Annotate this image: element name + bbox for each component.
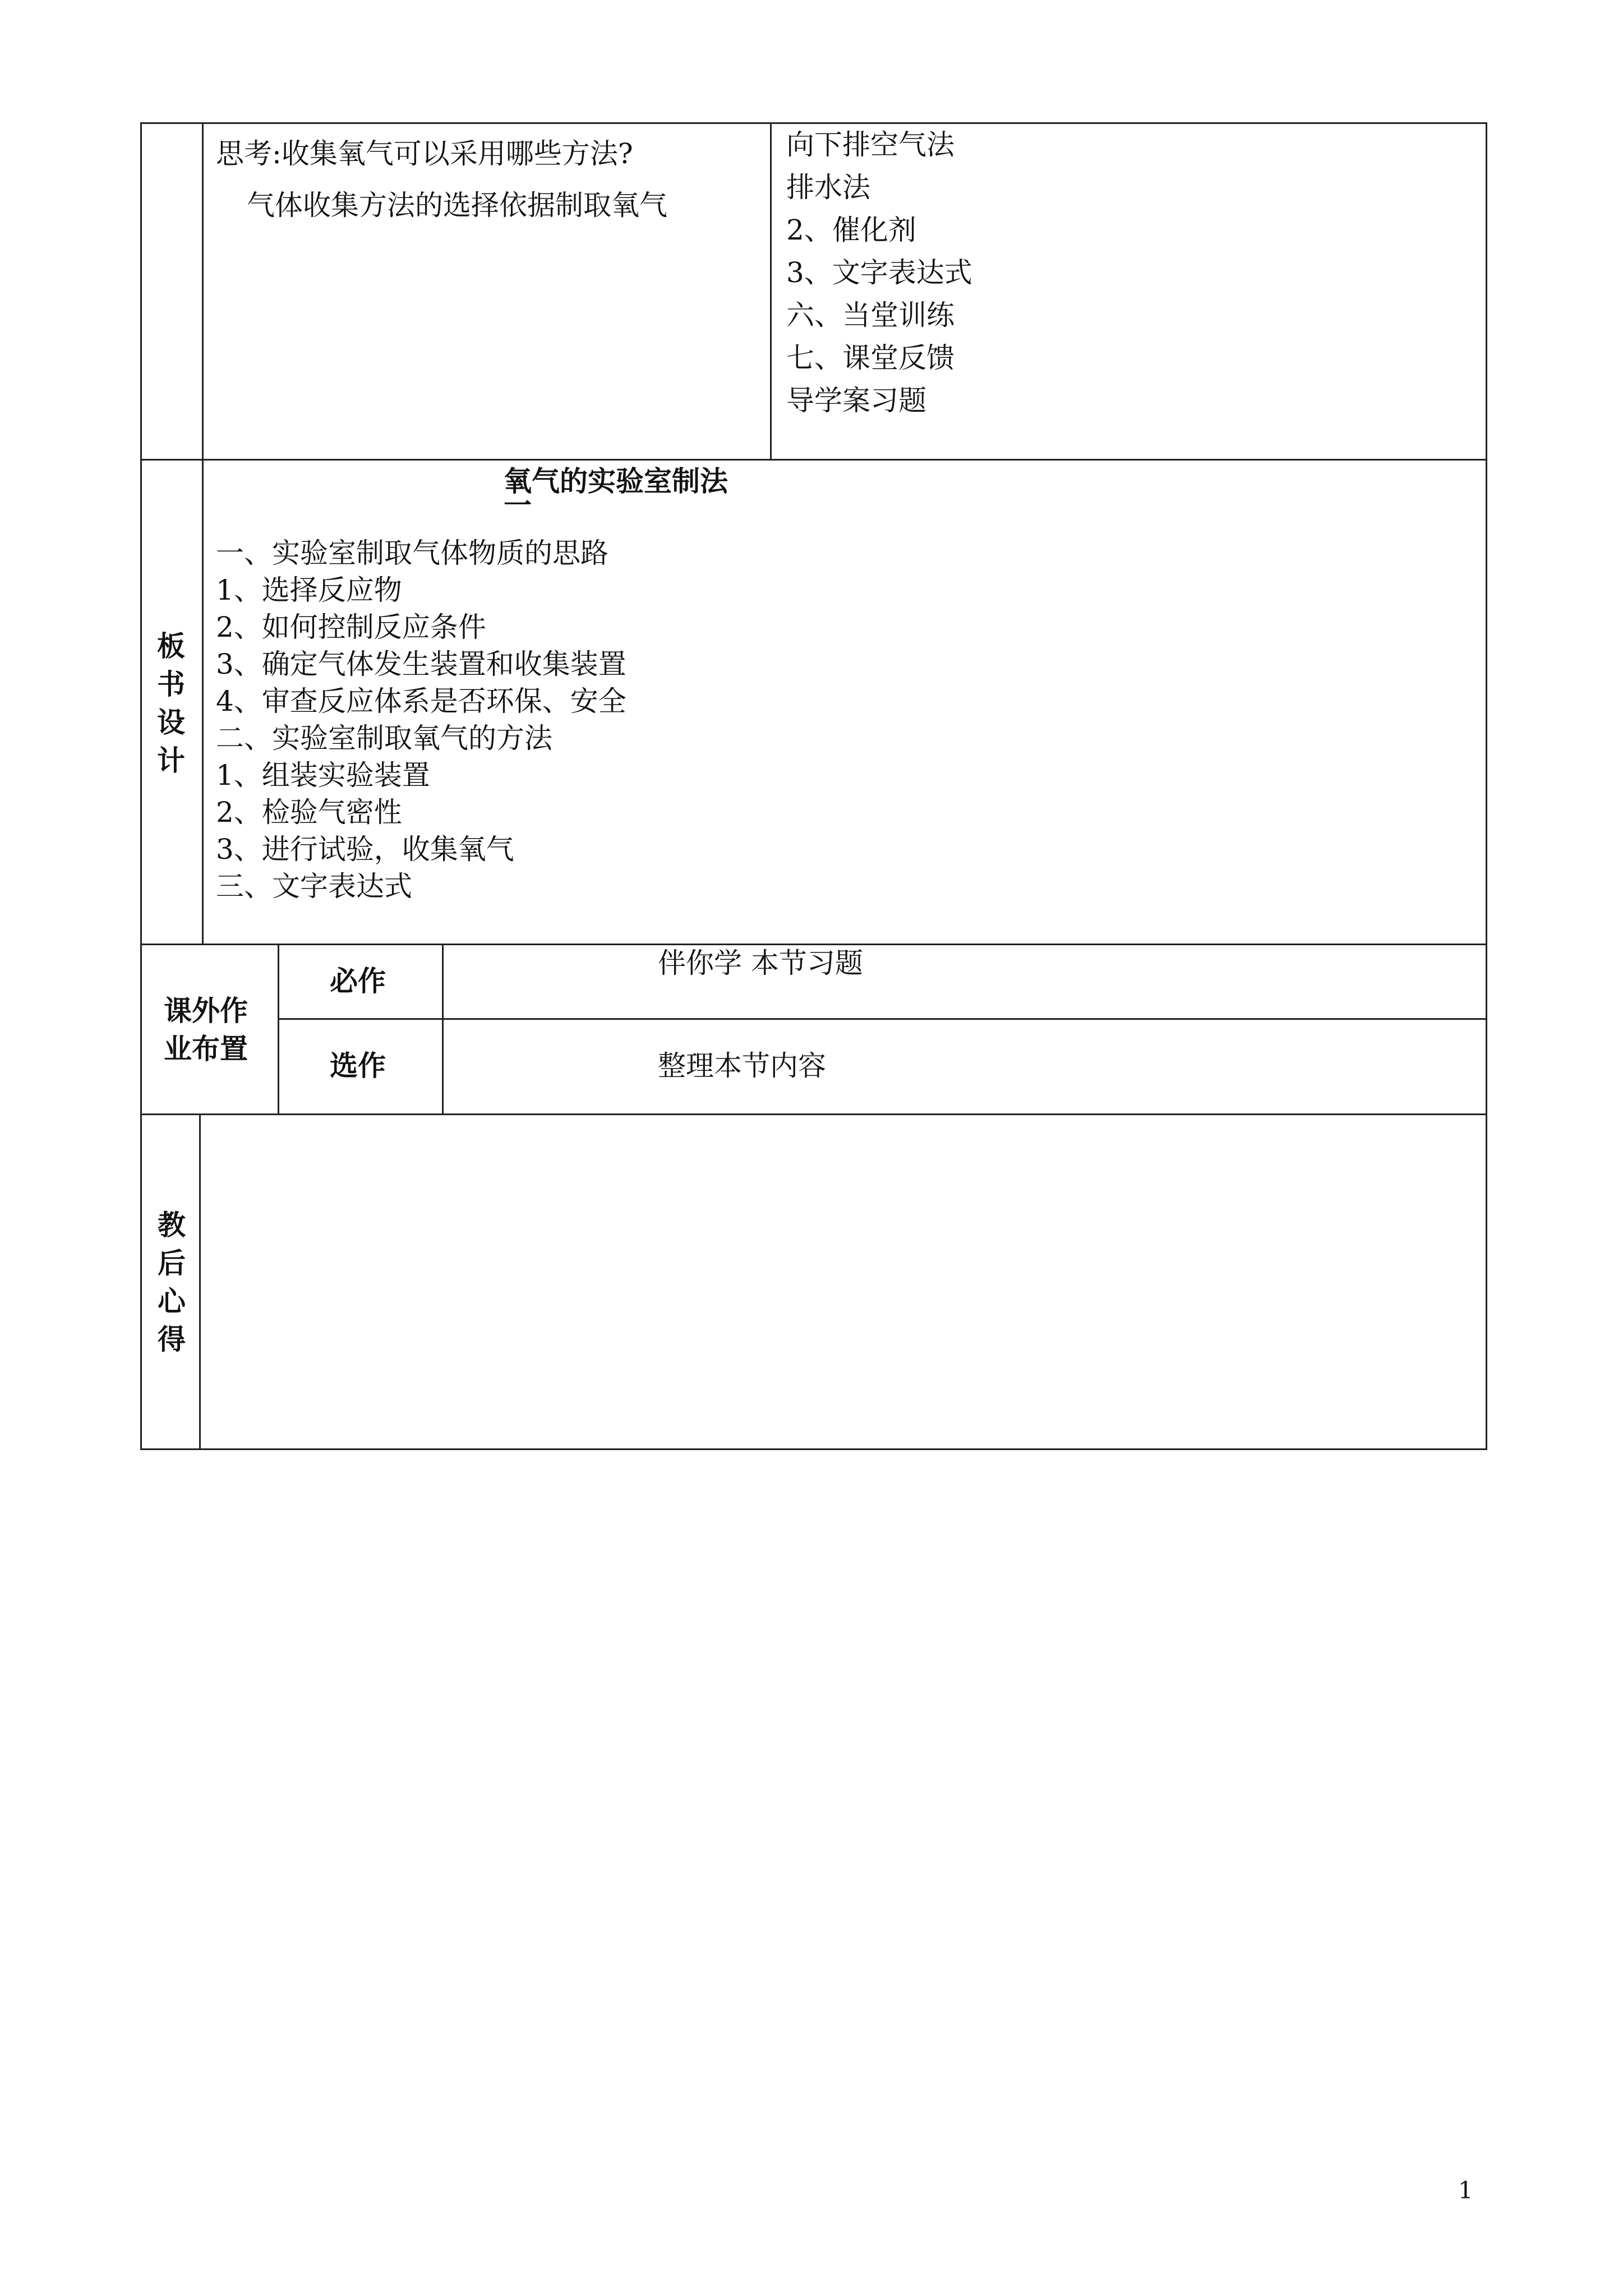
board-label-char-1: 板: [157, 630, 185, 662]
board-line-5: 4、审查反应体系是否环保、安全: [216, 685, 626, 717]
board-line-7: 1、组装实验装置: [216, 759, 430, 792]
col-divider-hw-type: [442, 944, 444, 1115]
col-divider-label-bottom: [199, 1114, 201, 1450]
right-line-6: 七、课堂反馈: [786, 342, 955, 374]
right-line-5: 六、当堂训练: [786, 299, 955, 332]
right-line-3: 2、催化剂: [786, 214, 916, 246]
required-label: 必作: [330, 965, 386, 997]
required-value: 伴你学 本节习题: [658, 947, 863, 979]
think-question: 思考:收集氧气可以采用哪些方法?: [216, 137, 633, 170]
right-line-4: 3、文字表达式: [786, 256, 972, 289]
right-line-2: 排水法: [786, 171, 870, 204]
col-divider-middle: [770, 122, 772, 460]
page-number: 1: [1458, 2177, 1473, 2204]
board-line-6: 二、实验室制取氧气的方法: [216, 722, 552, 754]
optional-label: 选作: [330, 1050, 386, 1082]
reflection-label: [155, 1206, 188, 1359]
board-line-1: 一、实验室制取气体物质的思路: [216, 537, 608, 569]
board-line-10: 三、文字表达式: [216, 870, 412, 903]
board-label-char-2: 书: [157, 668, 185, 701]
collection-method-note: 气体收集方法的选择依据制取氧气: [247, 189, 667, 222]
board-title-sub: 一: [504, 489, 532, 522]
homework-label-line-2: 业布置: [164, 1033, 248, 1065]
right-line-1: 向下排空气法: [786, 128, 955, 161]
board-line-2: 1、选择反应物: [216, 574, 402, 606]
board-design-label: [154, 627, 188, 780]
reflection-label-char-3: 心: [158, 1285, 186, 1318]
homework-label-line-1: 课外作: [164, 995, 248, 1027]
board-label-char-4: 计: [157, 744, 185, 777]
board-line-9: 3、进行试验，收集氧气: [216, 833, 514, 866]
reflection-label-char-1: 教: [158, 1209, 186, 1241]
row-divider-4: [140, 1114, 1487, 1115]
board-label-char-3: 设: [157, 706, 185, 739]
board-line-3: 2、如何控制反应条件: [216, 611, 486, 643]
board-title: 氧气的实验室制法: [504, 465, 728, 498]
reflection-label-char-4: 得: [158, 1323, 186, 1356]
row-divider-3: [278, 1018, 1487, 1020]
col-divider-hw-label: [278, 944, 279, 1115]
col-divider-label-top: [202, 122, 204, 945]
row-divider-1: [140, 459, 1487, 461]
board-line-8: 2、检验气密性: [216, 796, 402, 829]
optional-value: 整理本节内容: [658, 1050, 826, 1082]
reflection-label-char-2: 后: [158, 1247, 186, 1280]
board-line-4: 3、确定气体发生装置和收集装置: [216, 648, 626, 680]
right-line-7: 导学案习题: [786, 384, 926, 417]
